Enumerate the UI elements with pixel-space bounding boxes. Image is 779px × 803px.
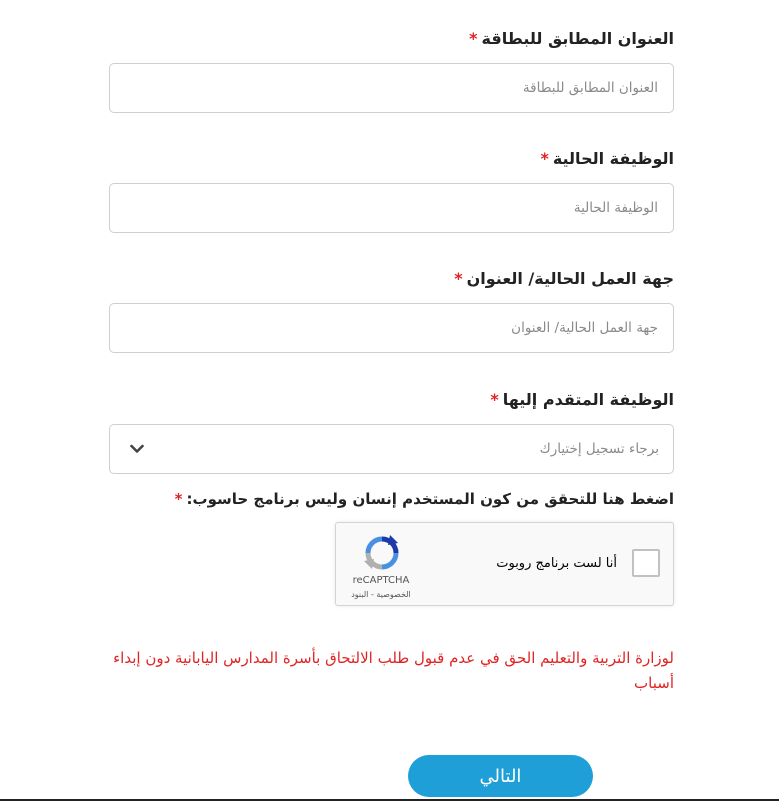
current-job-input[interactable]: [109, 183, 674, 233]
employer-label: [454, 269, 674, 288]
current-job-label: [540, 149, 674, 168]
recaptcha-checkbox[interactable]: [632, 549, 660, 577]
recaptcha-checkbox-text: أنا لست برنامج روبوت: [496, 556, 617, 571]
employer-input[interactable]: [109, 303, 674, 353]
required-mark: *: [540, 149, 549, 168]
recaptcha-links[interactable]: الخصوصية - البنود: [351, 590, 411, 599]
required-mark: *: [454, 269, 463, 288]
employer-label-text: جهة العمل الحالية/ العنوان: [466, 269, 674, 288]
applied-job-select[interactable]: [109, 424, 674, 474]
chevron-down-icon: [130, 444, 144, 454]
current-job-label-text: الوظيفة الحالية: [552, 149, 674, 168]
address-label-text: العنوان المطابق للبطاقة: [481, 29, 674, 48]
recaptcha-widget: [335, 522, 674, 606]
notice-text: لوزارة التربية والتعليم الحق في عدم قبول طلب الالتحاق بأسرة المدارس اليابانية دون إبداء أسباب: [113, 649, 674, 692]
required-mark: *: [174, 490, 183, 508]
required-mark: *: [469, 29, 478, 48]
page-divider: [0, 799, 779, 801]
address-label: [469, 29, 674, 48]
captcha-label-text: اضغط هنا للتحقق من كون المستخدم إنسان وليس برنامج حاسوب:: [186, 490, 674, 508]
applied-job-selected-text: برجاء تسجيل إختيارك: [539, 441, 659, 457]
required-mark: *: [490, 390, 499, 409]
captcha-label: [175, 490, 674, 508]
applied-job-label-text: الوظيفة المتقدم إليها: [502, 390, 674, 409]
address-input[interactable]: [109, 63, 674, 113]
recaptcha-logo-icon: [364, 535, 400, 571]
next-button[interactable]: التالي: [408, 755, 593, 797]
recaptcha-brand: reCAPTCHA: [352, 575, 410, 586]
applied-job-label: [490, 390, 674, 409]
